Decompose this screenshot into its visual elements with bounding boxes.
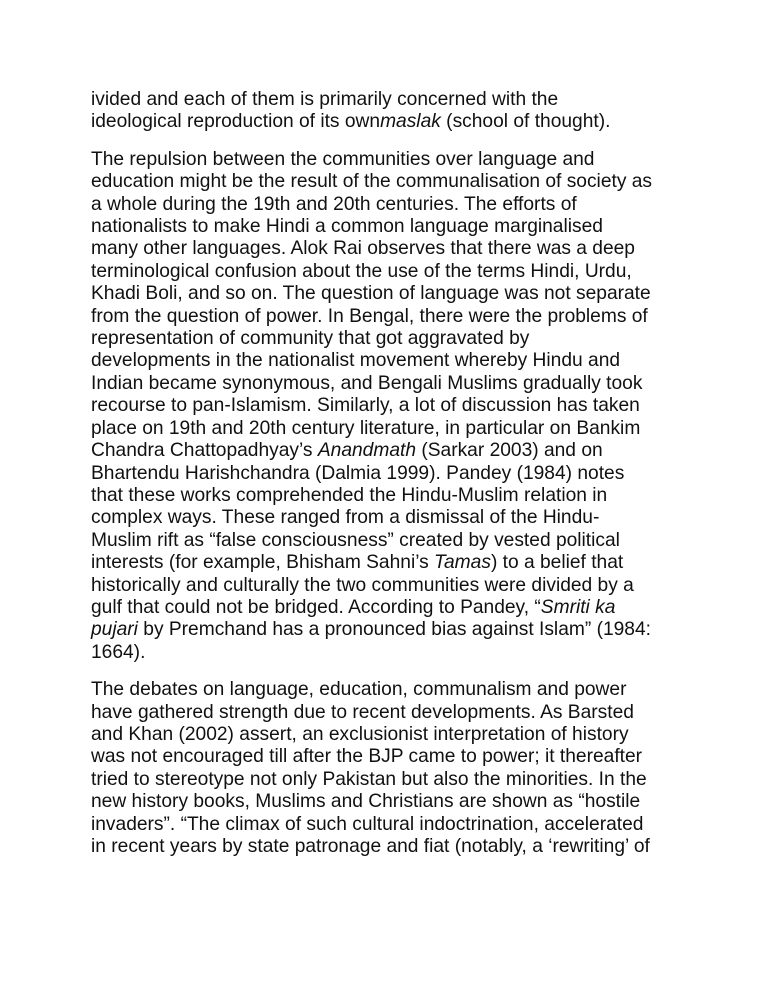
text-segment: (Sarkar 2003) and on [416, 440, 603, 462]
text-segment: Chandra Chattopadhyay’s [91, 440, 318, 462]
italic-text: Smriti ka [540, 596, 616, 618]
text-segment: invaders”. “The climax of such cultural indoctrination, accelerated [91, 813, 644, 835]
text-line [91, 373, 691, 395]
italic-text: pujari [91, 619, 138, 641]
text-segment: The repulsion between the communities over language and [91, 148, 595, 170]
text-line [91, 769, 691, 791]
text-segment: historically and culturally the two communities were divided by a [91, 574, 634, 596]
text-line [91, 350, 691, 372]
text-line [91, 111, 691, 133]
text-line [91, 724, 691, 746]
text-line [91, 485, 691, 507]
text-segment: representation of community that got aggravated by [91, 328, 530, 350]
text-line [91, 642, 691, 664]
text-line [91, 702, 691, 724]
text-segment: was not encouraged till after the BJP came to power; it thereafter [91, 746, 643, 768]
italic-text: Tamas [434, 552, 491, 574]
text-line [91, 679, 691, 701]
paragraph [91, 679, 691, 858]
text-line [91, 328, 691, 350]
text-segment: 1664). [91, 641, 146, 663]
italic-text: maslak [380, 111, 441, 133]
text-line [91, 306, 691, 328]
paragraph [91, 89, 691, 134]
text-segment: tried to stereotype not only Pakistan but also the minorities. In the [91, 768, 647, 790]
text-segment: ideological reproduction of its own [91, 111, 381, 133]
text-segment: that these works comprehended the Hindu-Muslim relation in [91, 484, 608, 506]
text-line [91, 171, 691, 193]
text-segment: Indian became synonymous, and Bengali Muslims gradually took [91, 372, 643, 394]
text-segment: and Khan (2002) assert, an exclusionist interpretation of history [91, 723, 629, 745]
text-line [91, 89, 691, 111]
text-line [91, 395, 691, 417]
text-segment: terminological confusion about the use of the terms Hindi, Urdu, [91, 260, 632, 282]
text-segment: complex ways. These ranged from a dismissal of the Hindu- [91, 507, 600, 529]
text-segment: a whole during the 19th and 20th centuries. The efforts of [91, 193, 577, 215]
text-segment: place on 19th and 20th century literature, in particular on Bankim [91, 417, 641, 439]
text-line [91, 149, 691, 171]
text-line [91, 463, 691, 485]
text-line [91, 836, 691, 858]
text-line [91, 619, 691, 641]
text-segment: interests (for example, Bhisham Sahni’s [91, 552, 435, 574]
text-segment: in recent years by state patronage and fiat (notably, a ‘rewriting’ of [91, 836, 650, 857]
text-segment: education might be the result of the communalisation of society as [91, 171, 653, 193]
text-segment: from the question of power. In Bengal, there were the problems of [91, 305, 648, 327]
text-line [91, 746, 691, 768]
text-line [91, 575, 691, 597]
text-line [91, 238, 691, 260]
text-segment: by Premchand has a pronounced bias against Islam” (1984: [137, 619, 651, 641]
text-segment: developments in the nationalist movement whereby Hindu and [91, 350, 621, 372]
paragraph [91, 149, 691, 664]
text-line [91, 261, 691, 283]
text-line [91, 283, 691, 305]
text-line [91, 597, 691, 619]
italic-text: Anandmath [317, 440, 416, 462]
text-segment: Khadi Boli, and so on. The question of language was not separate [91, 283, 651, 305]
text-segment: Muslim rift as “false consciousness” created by vested political [91, 529, 620, 551]
text-line [91, 814, 691, 836]
text-line [91, 440, 691, 462]
text-segment: (school of thought). [440, 111, 611, 133]
text-segment: nationalists to make Hindi a common language marginalised [91, 216, 603, 238]
text-segment: many other languages. Alok Rai observes that there was a deep [91, 238, 635, 260]
text-segment: gulf that could not be bridged. According to Pandey, “ [91, 596, 541, 618]
text-segment: Bhartendu Harishchandra (Dalmia 1999). Pandey (1984) notes [91, 462, 625, 484]
text-line [91, 552, 691, 574]
text-line [91, 216, 691, 238]
text-segment: have gathered strength due to recent developments. As Barsted [91, 701, 634, 723]
text-segment: ) to a belief that [490, 552, 624, 574]
text-line [91, 507, 691, 529]
text-segment: ivided and each of them is primarily concerned with the [91, 89, 559, 110]
text-line [91, 418, 691, 440]
text-segment: The debates on language, education, communalism and power [91, 679, 627, 701]
text-line [91, 194, 691, 216]
text-line [91, 791, 691, 813]
text-line [91, 530, 691, 552]
document-page [91, 89, 691, 873]
text-segment: recourse to pan-Islamism. Similarly, a lot of discussion has taken [91, 395, 640, 417]
text-segment: new history books, Muslims and Christians are shown as “hostile [91, 791, 641, 813]
